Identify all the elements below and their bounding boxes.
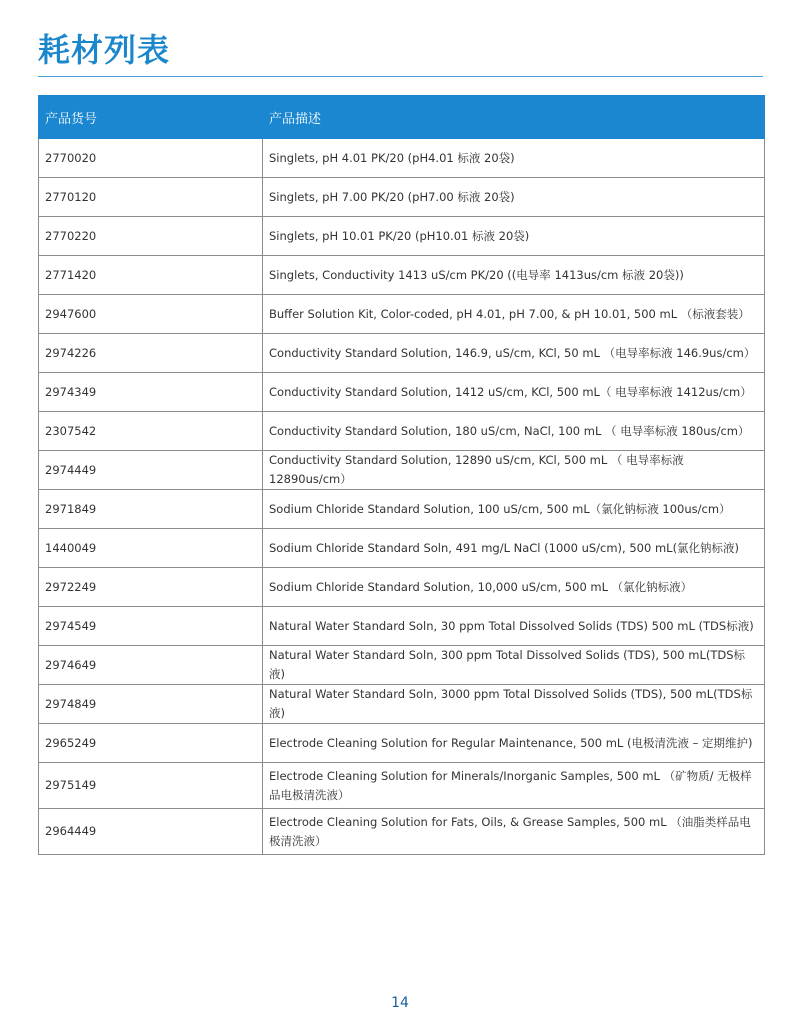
product-description-cell: Singlets, pH 10.01 PK/20 (pH10.01 标液 20袋)	[263, 217, 765, 256]
product-description-cell: Singlets, Conductivity 1413 uS/cm PK/20 ((电导率 1413us/cm 标液 20袋))	[263, 256, 765, 295]
product-description-cell: Electrode Cleaning Solution for Fats, Oils, & Grease Samples, 500 mL （油脂类样品电极清洗液）	[263, 809, 765, 855]
product-description-cell: Singlets, pH 7.00 PK/20 (pH7.00 标液 20袋)	[263, 178, 765, 217]
product-description-cell: Sodium Chloride Standard Solution, 10,000 uS/cm, 500 mL （氯化钠标液）	[263, 568, 765, 607]
product-code-cell: 2974226	[39, 334, 263, 373]
table-row	[39, 139, 765, 178]
product-description-cell: Conductivity Standard Solution, 1412 uS/cm, KCl, 500 mL（ 电导率标液 1412us/cm）	[263, 373, 765, 412]
product-code-cell: 1440049	[39, 529, 263, 568]
product-code-cell: 2972249	[39, 568, 263, 607]
product-code-cell: 2947600	[39, 295, 263, 334]
product-code-cell: 2974849	[39, 685, 263, 724]
table-row	[39, 256, 765, 295]
product-code-cell: 2975149	[39, 763, 263, 809]
table-row	[39, 646, 765, 685]
product-description-cell: Natural Water Standard Soln, 300 ppm Total Dissolved Solids (TDS), 500 mL(TDS标液)	[263, 646, 765, 685]
product-code-cell: 2974549	[39, 607, 263, 646]
product-description-cell: Sodium Chloride Standard Solution, 100 uS/cm, 500 mL（氯化钠标液 100us/cm）	[263, 490, 765, 529]
table-row	[39, 490, 765, 529]
table-row	[39, 529, 765, 568]
table-row	[39, 451, 765, 490]
product-description-cell: Natural Water Standard Soln, 3000 ppm Total Dissolved Solids (TDS), 500 mL(TDS标液)	[263, 685, 765, 724]
product-description-cell: Singlets, pH 4.01 PK/20 (pH4.01 标液 20袋)	[263, 139, 765, 178]
product-description-cell: Buffer Solution Kit, Color-coded, pH 4.01, pH 7.00, & pH 10.01, 500 mL （标液套装）	[263, 295, 765, 334]
header-product-description: 产品描述	[263, 96, 765, 139]
product-description-cell: Electrode Cleaning Solution for Regular Maintenance, 500 mL (电极清洗液 – 定期维护)	[263, 724, 765, 763]
product-description-cell: Natural Water Standard Soln, 30 ppm Total Dissolved Solids (TDS) 500 mL (TDS标液)	[263, 607, 765, 646]
table-row	[39, 724, 765, 763]
product-description-cell: Conductivity Standard Solution, 12890 uS/cm, KCl, 500 mL （ 电导率标液 12890us/cm）	[263, 451, 765, 490]
title-divider	[38, 76, 763, 77]
table-row	[39, 685, 765, 724]
table-row	[39, 334, 765, 373]
product-description-cell: Conductivity Standard Solution, 146.9, uS/cm, KCl, 50 mL （电导率标液 146.9us/cm）	[263, 334, 765, 373]
product-code-cell: 2974449	[39, 451, 263, 490]
consumables-table	[38, 95, 765, 855]
product-code-cell: 2974649	[39, 646, 263, 685]
table-row	[39, 178, 765, 217]
table-row	[39, 763, 765, 809]
product-code-cell: 2974349	[39, 373, 263, 412]
table-row	[39, 217, 765, 256]
product-description-cell: Sodium Chloride Standard Soln, 491 mg/L NaCl (1000 uS/cm), 500 mL(氯化钠标液)	[263, 529, 765, 568]
product-code-cell: 2770120	[39, 178, 263, 217]
product-code-cell: 2971849	[39, 490, 263, 529]
product-description-cell: Electrode Cleaning Solution for Minerals/Inorganic Samples, 500 mL （矿物质/ 无极样品电极清洗液）	[263, 763, 765, 809]
header-product-code: 产品货号	[39, 96, 263, 139]
table-row	[39, 373, 765, 412]
page-title: 耗材列表	[38, 31, 171, 69]
product-code-cell: 2307542	[39, 412, 263, 451]
page-number: 14	[391, 995, 409, 1011]
table-row	[39, 412, 765, 451]
product-code-cell: 2965249	[39, 724, 263, 763]
product-code-cell: 2770220	[39, 217, 263, 256]
table-row	[39, 295, 765, 334]
product-description-cell: Conductivity Standard Solution, 180 uS/cm, NaCl, 100 mL （ 电导率标液 180us/cm）	[263, 412, 765, 451]
table-row	[39, 568, 765, 607]
table-row	[39, 809, 765, 855]
product-code-cell: 2771420	[39, 256, 263, 295]
product-code-cell: 2770020	[39, 139, 263, 178]
product-code-cell: 2964449	[39, 809, 263, 855]
table-header-row	[39, 96, 765, 139]
table-row	[39, 607, 765, 646]
